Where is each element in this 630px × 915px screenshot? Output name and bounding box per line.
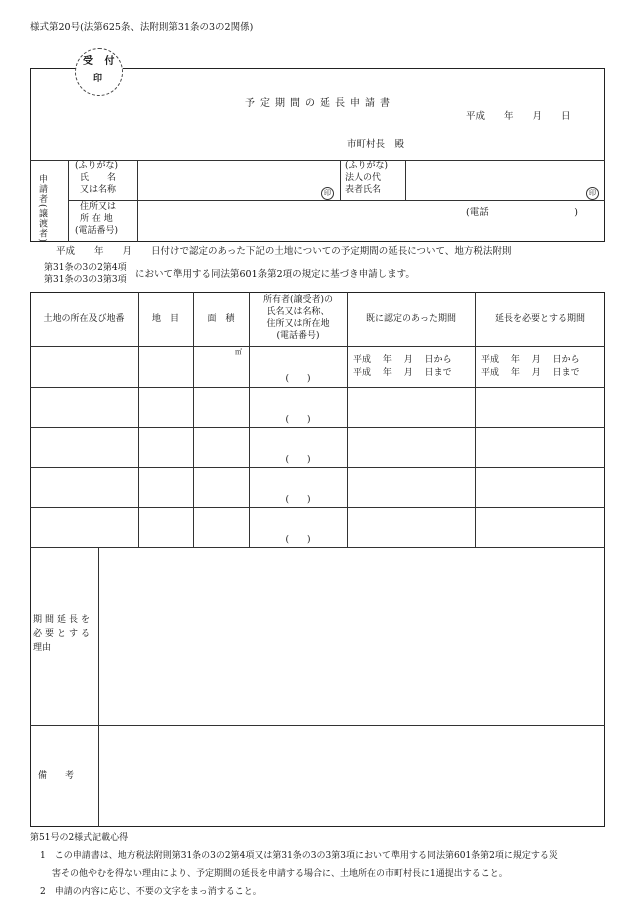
- applicant-side-label: 申請者(譲渡者): [37, 174, 47, 244]
- remarks-label: 備 考: [38, 771, 75, 781]
- header-owner-1: 所有者(譲受者)の: [262, 295, 334, 305]
- addressee: 市町村長 殿: [347, 139, 405, 150]
- rep-seal-mark: 印: [586, 187, 599, 200]
- header-category: 地 目: [151, 314, 179, 324]
- form-number: 様式第20号(法第625条、法附則第31条の3の2関係): [30, 22, 254, 33]
- statement-line-1: 平成 年 月 日付けで認定のあった下記の土地についての予定期間の延長について、地方税法附則: [56, 246, 512, 257]
- reason-label-1: 期間延長を: [33, 615, 94, 625]
- owner-phone-1: ( ): [285, 374, 311, 384]
- stamp-text-top: 受 付: [83, 56, 119, 67]
- header-approved-period: 既に認定のあった期間: [366, 314, 456, 324]
- address-label-1: 住所又は: [80, 202, 117, 212]
- name-label-2: 又は名称: [80, 185, 117, 195]
- header-owner-3: 住所又は所在地: [266, 319, 330, 329]
- rep-label-2: 表者氏名: [345, 185, 382, 195]
- header-location: 土地の所在及び地番: [43, 314, 125, 324]
- header-owner-2: 氏名又は名称、: [266, 307, 330, 317]
- area-unit: ㎡: [235, 348, 242, 356]
- header-area: 面 積: [207, 314, 235, 324]
- extension-to: 平成 年 月 日まで: [481, 368, 580, 378]
- date-field[interactable]: 平成 年 月 日: [466, 111, 571, 122]
- notes-item-2: 2 申請の内容に応じ、不要の文字をまっ消すること。: [40, 887, 262, 897]
- reason-label-3: 理由: [33, 643, 52, 653]
- owner-phone-4: ( ): [285, 495, 311, 505]
- owner-phone-2: ( ): [285, 415, 311, 425]
- seal-mark: 印: [321, 187, 334, 200]
- notes-item-1a: 1 この申請書は、地方税法附則第31条の3の2第4項又は第31条の3の3第3項において準用する同法第601条第2項に規定する災: [40, 851, 558, 861]
- notes-title: 第51号の2様式記載心得: [30, 833, 129, 843]
- header-owner-4: (電話番号): [276, 331, 320, 341]
- extension-from: 平成 年 月 日から: [481, 355, 580, 365]
- address-label-2: 所 在 地: [80, 214, 113, 224]
- document-title: 予定期間の延長申請書: [245, 98, 395, 109]
- statement-ref-1: 第31条の3の2第4項: [44, 263, 127, 273]
- statement-ref-2: 第31条の3の3第3項: [44, 275, 127, 285]
- address-label-3: (電話番号): [75, 226, 119, 236]
- name-label-1: 氏 名: [80, 173, 117, 183]
- owner-phone-3: ( ): [285, 455, 311, 465]
- rep-label-1: 法人の代: [345, 173, 382, 183]
- phone-field[interactable]: (電話 ): [466, 207, 578, 218]
- reason-label-2: 必要とする: [33, 629, 94, 639]
- stamp-text-bottom: 印: [93, 74, 103, 84]
- header-extension-period: 延長を必要とする期間: [494, 314, 585, 324]
- approved-from: 平成 年 月 日から: [353, 355, 452, 365]
- approved-to: 平成 年 月 日まで: [353, 368, 452, 378]
- statement-line-2: において準用する同法第601条第2項の規定に基づき申請します。: [135, 269, 415, 280]
- furigana-label: (ふりがな): [75, 161, 119, 171]
- notes-item-1b: 害その他やむを得ない理由により、予定期間の延長を申請する場合に、土地所在の市町村長に1通提出すること。: [52, 869, 508, 879]
- rep-furigana-label: (ふりがな): [345, 161, 389, 171]
- owner-phone-5: ( ): [285, 535, 311, 545]
